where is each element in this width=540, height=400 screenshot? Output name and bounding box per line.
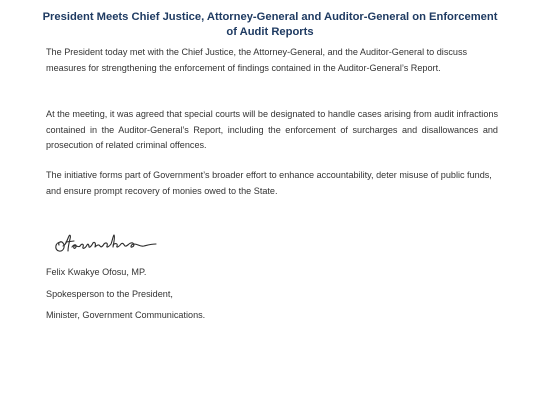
signatory-office: Minister, Government Communications.	[46, 310, 206, 320]
signatory-name: Felix Kwakye Ofosu, MP.	[46, 267, 147, 277]
paragraph-meeting-summary: The President today met with the Chief Justice, the Attorney-General, and the Auditor-General to discuss measures for strengthening the enforcement of findings contained in the Auditor-General’s Report.	[46, 47, 468, 73]
signatory-role: Spokesperson to the President,	[46, 289, 173, 299]
handwritten-signature	[52, 230, 162, 256]
document-title: President Meets Chief Justice, Attorney-General and Auditor-General on Enforcement of Audit Reports	[42, 11, 498, 38]
paragraph-special-courts: At the meeting, it was agreed that special courts will be designated to handle cases arising from audit infractions contained in the Auditor-General’s Report, including the enforcement of surcharges and disallowances and prosecution of related criminal offences.	[46, 109, 498, 150]
paragraph-initiative: The initiative forms part of Government’s broader effort to enhance accountability, deter misuse of public funds, and ensure prompt recovery of monies owed to the State.	[46, 170, 492, 196]
